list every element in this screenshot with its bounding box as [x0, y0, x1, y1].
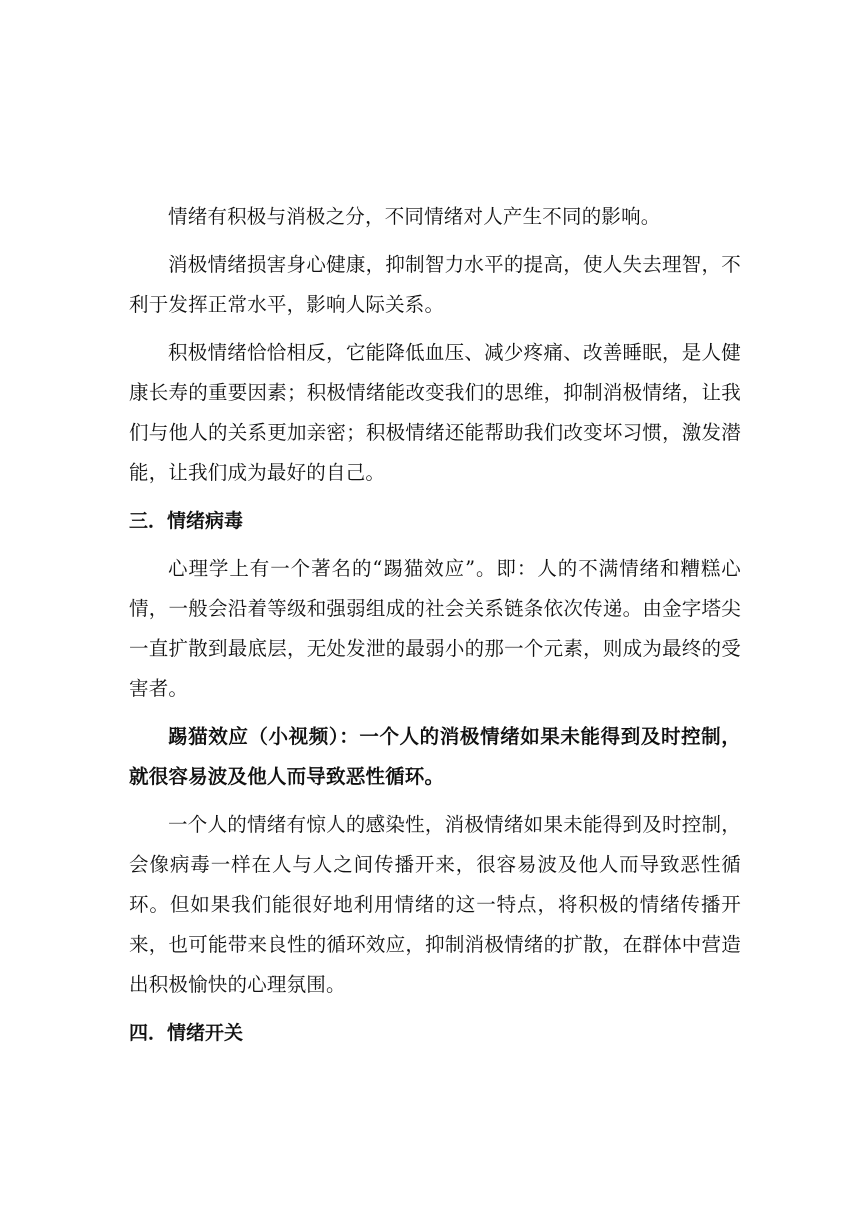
paragraph-negative-emotion: 消极情绪损害身心健康，抑制智力水平的提高，使人失去理智，不利于发挥正常水平，影响人际关系。 — [129, 253, 741, 316]
spacer — [129, 325, 741, 333]
spacer — [129, 797, 741, 805]
section-heading-emotion-switch: 四．情绪开关 — [129, 1022, 244, 1044]
document-body — [129, 197, 741, 1053]
paragraph-emotion-contagion: 一个人的情绪有惊人的感染性，消极情绪如果未能得到及时控制，会像病毒一样在人与人之间传播开来，很容易波及他人而导致恶性循环。但如果我们能很好地利用情绪的这一特点，将积极的情绪传播开来，也可能带来良性的循环效应，抑制消极情绪的扩散，在群体中营造出积极愉快的心理氛围。 — [129, 813, 741, 996]
paragraph-emotion-types: 情绪有积极与消极之分，不同情绪对人产生不同的影响。 — [168, 205, 661, 228]
paragraph-kick-cat-video: 踢猫效应（小视频）：一个人的消极情绪如果未能得到及时控制，就很容易波及他人而导致恶性循环。 — [129, 725, 741, 788]
spacer — [129, 237, 741, 245]
section-heading-emotion-virus: 三．情绪病毒 — [129, 510, 244, 532]
paragraph-kick-cat-effect: 心理学上有一个著名的“踢猫效应”。即：人的不满情绪和糟糕心情，一般会沿着等级和强弱组成的社会关系链条依次传递。由金字塔尖一直扩散到最底层，无处发泄的最弱小的那一个元素，则成为最终的受害者。 — [129, 557, 741, 700]
paragraph-positive-emotion: 积极情绪恰恰相反，它能降低血压、减少疼痛、改善睡眠，是人健康长寿的重要因素；积极情绪能改变我们的思维，抑制消极情绪，让我们与他人的关系更加亲密；积极情绪还能帮助我们改变坏习惯，激发潜能，让我们成为最好的自己。 — [129, 341, 741, 484]
spacer — [129, 1005, 741, 1013]
spacer — [129, 709, 741, 717]
spacer — [129, 541, 741, 549]
spacer — [129, 493, 741, 501]
